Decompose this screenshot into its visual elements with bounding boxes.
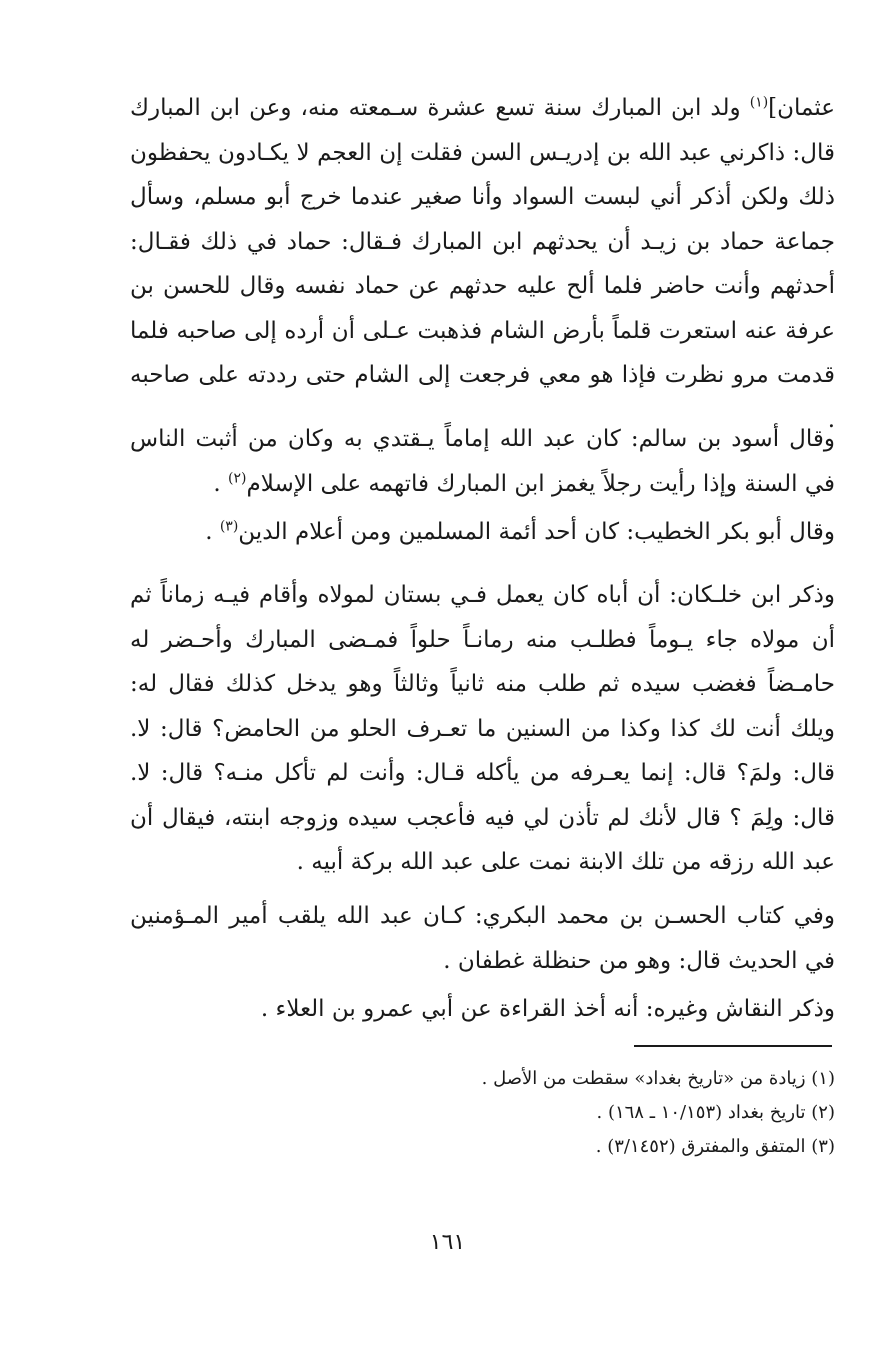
footnote-item: (١) زيادة من «تاريخ بغداد» سقطت من الأصل . [481,1068,835,1089]
paragraph-text: وقال أسود بن سالم: كان عبد الله إماماً يـقتدي به وكان من أثبت الناس في السنة وإذا رأيت رجلاً يغمز ابن المبارك فاتهمه على الإسلام [130,426,835,497]
page-number: ١٦١ [429,1230,466,1255]
footnote-marker: (٣) [219,518,239,535]
paragraph-text: وذكر ابن خلـكان: أن أباه كان يعمل فـي بستان لمولاه وأقام فيـه زماناً ثم أن مولاه جاء يـوماً فطلـب منه رمانـاً حلواً فمـضى المبارك وأحـضر له حامـضاً فغضب سيده ثم طلب منه ثانياً وثالثاً وهو يدخل كذلك فقال له: ويلك أنت لك كذا وكذا من السنين ما تعـرف الحلو من الحامض؟ قال: لا. قال: ولمَ؟ قال: إنما يعـرفه من يأكله قـال: وأنت لم تأكل منـه؟ قال: لا. قال: ولِمَ ؟ قال لأنك لم تأذن لي فيه فأعجب سيده وزوجه ابنته، فيقال أن عبد الله رزقه من تلك الابنة نمت على عبد الله بركة أبيه . [130,582,835,875]
paragraph-text: وذكر النقاش وغيره: أنه أخذ القراءة عن أبي عمرو بن العلاء . [260,996,835,1022]
body-paragraph [130,894,835,983]
footnote-item: (٢) تاريخ بغداد (١٠/١٥٣ ـ ١٦٨) . [596,1102,835,1123]
footnote-divider [634,1045,832,1047]
body-paragraph [130,510,835,555]
paragraph-text: ولد ابن المبارك سنة تسع عشرة سـمعته منه، وعن ابن المبارك قال: ذاكرني عبد الله بن إدريـس السن فقلت إن العجم لا يكـادون يحفظون ذلك ولكن أذكر أني لبست السواد وأنا صغير عندما خرج أبو مسلم، وسأل جماعة حماد بن زيـد أن يحدثهم ابن المبارك فـقال: حماد في ذلك فقـال: أحدثهم وأنت حاضر فلما ألح عليه حدثهم عن حماد نفسه وقال للحسن بن عرفة عنه استعرت قلماً بأرض الشام فذهبت عـلى أن أرده إلى صاحبه فلما قدمت مرو نظرت فإذا هو معي فرجعت إلى الشام حتى رددته على صاحبه . [130,95,835,433]
footnotes-section [130,1062,835,1164]
body-paragraph [130,86,835,442]
footnote-marker: (٢) [228,469,247,486]
paragraph-text: . [205,519,220,545]
body-paragraph [130,417,835,506]
paragraph-text: وفي كتاب الحسـن بن محمد البكري: كـان عبد الله يلقب أمير المـؤمنين في الحديث قال: وهو من حنظلة غطفان . [130,903,835,974]
footnote-marker: (١) [749,94,769,111]
paragraph-text: وقال أبو بكر الخطيب: كان أحد أئمة المسلمين ومن أعلام الدين [238,519,835,545]
paragraph-text: عثمان] [768,95,835,121]
body-paragraph [130,573,835,885]
footnote-item: (٣) المتفق والمفترق (٣/١٤٥٢) . [595,1136,835,1157]
paragraph-text: . [213,470,229,497]
body-paragraph [130,987,835,1032]
